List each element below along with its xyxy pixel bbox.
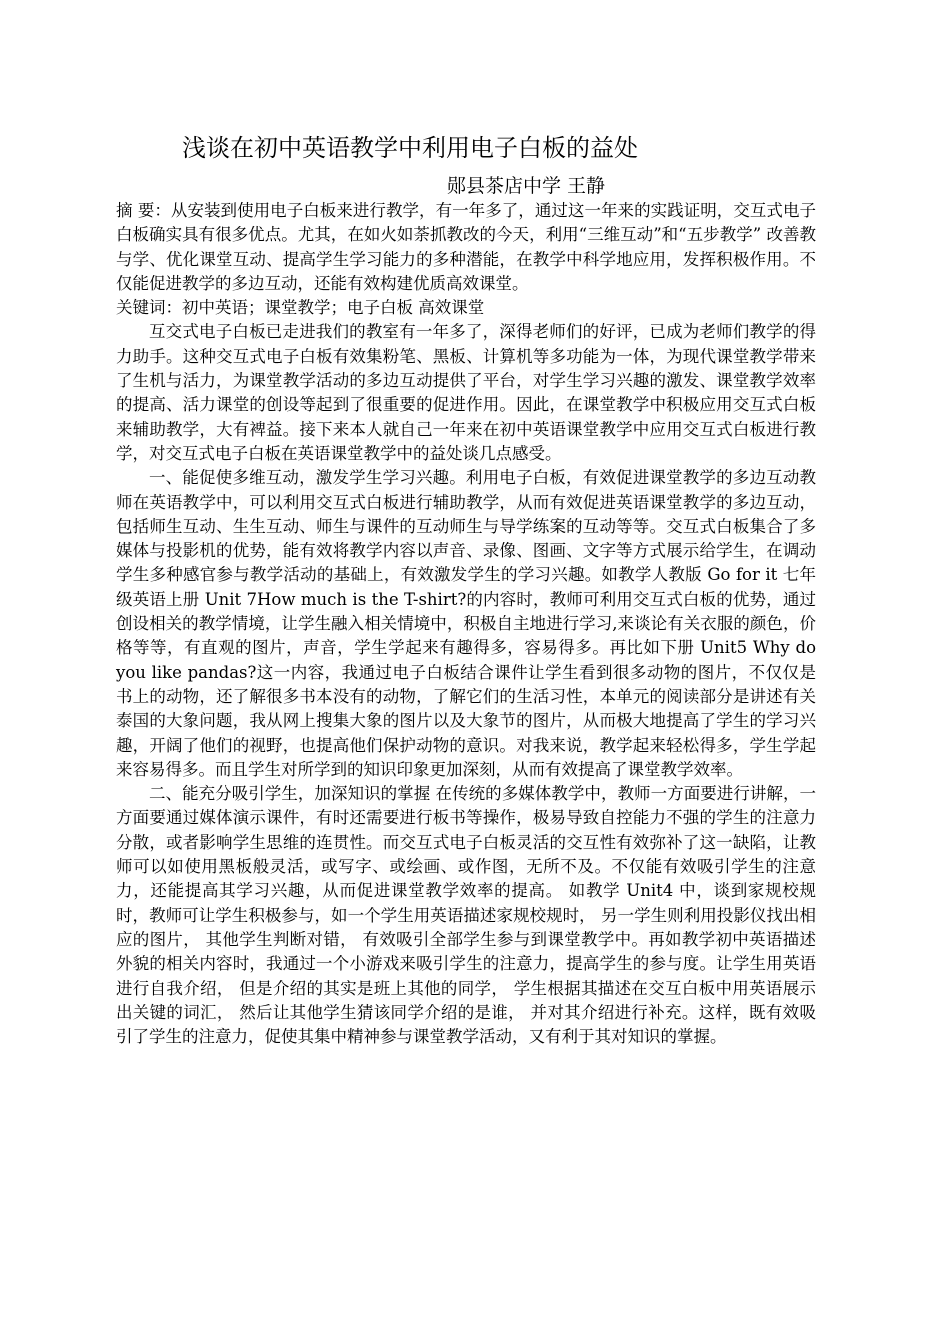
body-paragraph-section-1: 一、能促使多维互动，激发学生学习兴趣。利用电子白板，有效促进课堂教学的多边互动教师在英语教学中，可以利用交互式白板进行辅助教学，从而有效促进英语课堂教学的多边互动，包括师生互动、生生互动、师生与课件的互动师生与导学练案的互动等等。交互式白板集合了多媒体与投影机的优势，能有效将教学内容以声音、录像、图画、文字等方式展示给学生，在调动学生多种感官参与教学活动的基础上，有效激发学生的学习兴趣。如教学人教版 Go for it 七年级英语上册 Unit 7How much is the T-shirt?的内容时，教师可利用交互式白板的优势，通过创设相关的教学情境，让学生融入相关情境中，积极自主地进行学习,来谈论有关衣服的颜色，价格等等，有直观的图片，声音，学生学起来有趣得多，容易得多。再比如下册 Unit5 Why do you like pandas?这一内容，我通过电子白板结合课件让学生看到很多动物的图片，不仅仅是书上的动物，还了解很多书本没有的动物，了解它们的生活习性，本单元的阅读部分是讲述有关泰国的大象问题，我从网上搜集大象的图片以及大象节的图片，从而极大地提高了学生的学习兴趣，开阔了他们的视野，也提高他们保护动物的意识。对我来说，教学起来轻松得多，学生学起来容易得多。而且学生对所学到的知识印象更加深刻，从而有效提高了课堂教学效率。 bbox=[116, 468, 816, 779]
body-paragraph-intro: 互交式电子白板已走进我们的教室有一年多了，深得老师们的好评，已成为老师们教学的得力助手。这种交互式电子白板有效集粉笔、黑板、计算机等多功能为一体，为现代课堂教学带来了生机与活力，为课堂教学活动的多边互动提供了平台，对学生学习兴趣的激发、课堂教学效率的提高、活力课堂的创设等起到了很重要的促进作用。因此，在课堂教学中积极应用交互式白板来辅助教学，大有裨益。接下来本人就自己一年来在初中英语课堂教学中应用交互式白板进行教学，对交互式电子白板在英语课堂教学中的益处谈几点感受。 bbox=[116, 322, 816, 463]
keywords-paragraph: 关键词：初中英语；课堂教学；电子白板 高效课堂 bbox=[116, 298, 485, 318]
document-author: 郧县茶店中学 王静 bbox=[447, 175, 606, 197]
body-paragraph-section-2: 二、能充分吸引学生，加深知识的掌握 在传统的多媒体教学中，教师一方面要进行讲解，一方面要通过媒体演示课件，有时还需要进行板书等操作，极易导致自控能力不强的学生的注意力分散，或者影响学生思维的连贯性。而交互式电子白板灵活的交互性有效弥补了这一缺陷，让教师可以如使用黑板般灵活，或写字、或绘画、或作图，无所不及。不仅能有效吸引学生的注意力，还能提高其学习兴趣，从而促进课堂教学效率的提高。 如教学 Unit4 中，谈到家规校规时，教师可让学生积极参与，如一个学生用英语描述家规校规时， 另一学生则利用投影仪找出相应的图片， 其他学生判断对错， 有效吸引全部学生参与到课堂教学中。再如教学初中英语描述外貌的相关内容时，我通过一个小游戏来吸引学生的注意力，提高学生的参与度。让学生用英语进行自我介绍， 但是介绍的其实是班上其他的同学， 学生根据其描述在交互白板中用英语展示出关键的词汇， 然后让其他学生猜该同学介绍的是谁， 并对其介绍进行补充。这样，既有效吸引了学生的注意力，促使其集中精神参与课堂教学活动，又有利于其对知识的掌握。 bbox=[116, 784, 816, 1047]
document-title: 浅谈在初中英语教学中利用电子白板的益处 bbox=[182, 134, 638, 162]
abstract-paragraph: 摘 要：从安装到使用电子白板来进行教学，有一年多了，通过这一年来的实践证明，交互式电子白板确实具有很多优点。尤其，在如火如荼抓教改的今天，利用“三维互动”和“五步教学” 改善教与学、优化课堂互动、提高学生学习能力的多种潜能，在教学中科学地应用，发挥积极作用。不仅能促进教学的多边互动，还能有效构建优质高效课堂。 bbox=[116, 201, 816, 293]
document-body bbox=[116, 199, 816, 1049]
